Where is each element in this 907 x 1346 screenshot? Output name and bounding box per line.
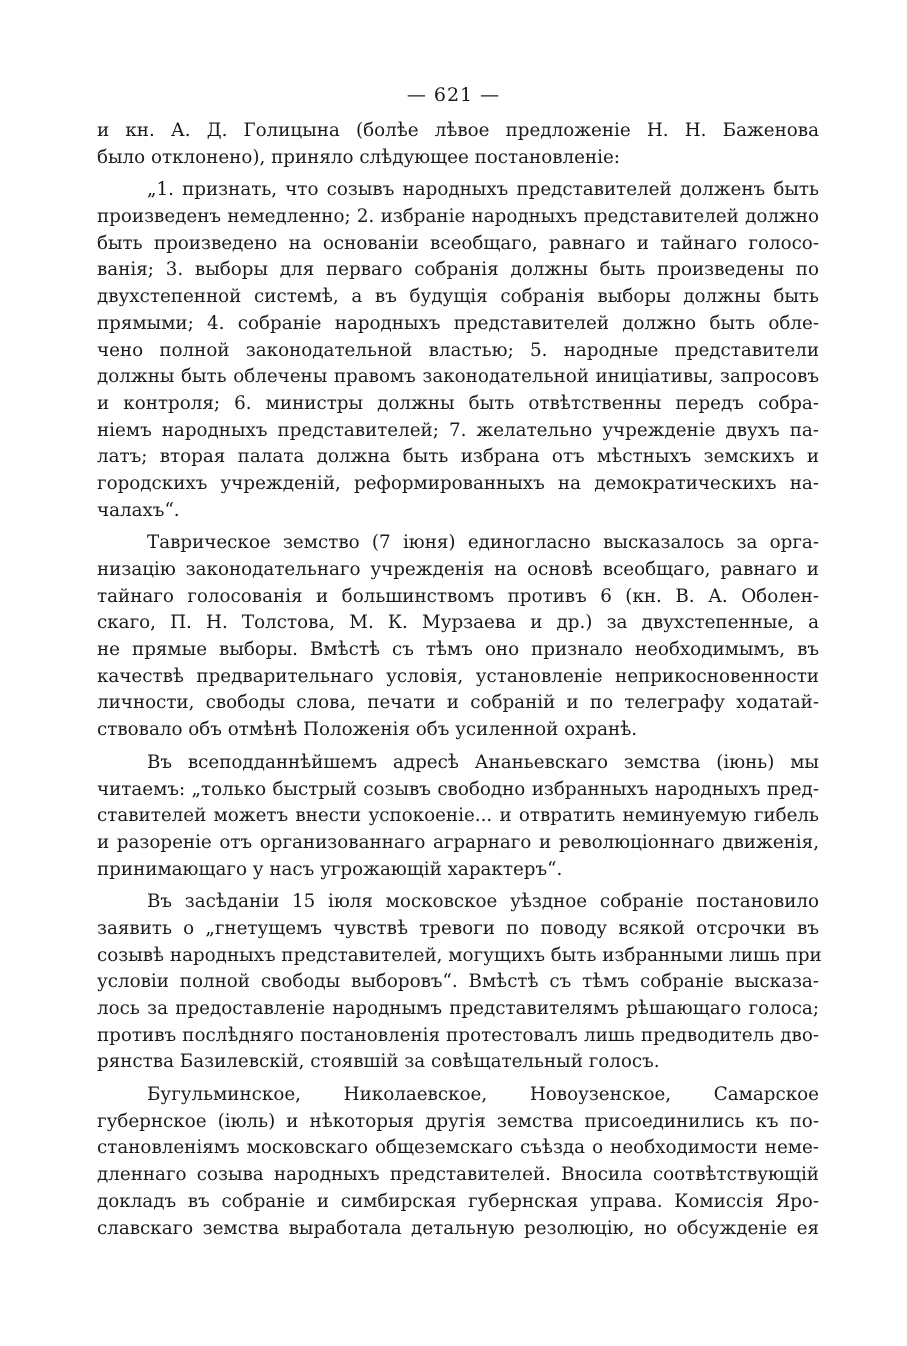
paragraph: [97, 889, 822, 1076]
text-line: Въ всеподданнѣйшемъ адресѣ Ананьевскаго земства (іюнь) мы: [147, 751, 819, 773]
text-line: ніемъ народныхъ представителей; 7. желательно учрежденіе двухъ па-: [97, 419, 819, 441]
text-line: губернское (іюль) и нѣкоторыя другія земства присоединились къ по-: [97, 1110, 819, 1132]
text-column: [97, 118, 822, 1242]
text-line: читаемъ: „только быстрый созывъ свободно избранныхъ народныхъ пред-: [97, 778, 819, 800]
text-line: ставителей можетъ внести успокоеніе... и отвратить неминуемую гибель: [97, 805, 819, 827]
text-line: должны быть облечены правомъ законодательной иниціативы, запросовъ: [97, 366, 819, 388]
text-line: личности, свободы слова, печати и собраній и по телеграфу ходатай-: [97, 692, 819, 714]
text-line: Въ засѣданіи 15 іюля московское уѣздное собраніе постановило: [147, 891, 819, 913]
paragraph: [97, 118, 819, 171]
text-line: чалахъ“.: [97, 499, 180, 521]
text-line: и разореніе отъ организованнаго аграрнаго и революціоннаго движенія,: [97, 831, 819, 853]
text-line: противъ послѣдняго постановленія протестовалъ лишь предводитель дво-: [97, 1024, 819, 1046]
text-line: ствовало объ отмѣнѣ Положенія объ усиленной охранѣ.: [97, 719, 638, 741]
text-line: „1. признать, что созывъ народныхъ представителей долженъ быть: [147, 179, 819, 201]
text-line: созывѣ народныхъ представителей, могущихъ быть избранными лишь при: [97, 944, 822, 966]
text-line: принимающаго у насъ угрожающій характеръ“.: [97, 858, 563, 880]
paragraph: [97, 530, 819, 744]
text-line: заявить о „гнетущемъ чувствѣ тревоги по поводу всякой отсрочки въ: [97, 917, 819, 939]
text-line: славскаго земства выработала детальную резолюцію, но обсужденіе ея: [97, 1217, 819, 1239]
text-line: условіи полной свободы выборовъ“. Вмѣстѣ съ тѣмъ собраніе высказа-: [97, 971, 819, 993]
text-line: тайнаго голосованія и большинствомъ противъ 6 (кн. В. А. Оболен-: [97, 585, 819, 607]
text-line: быть произведено на основаніи всеобщаго, равнаго и тайнаго голосо-: [97, 232, 819, 254]
text-line: чено полной законодательной властью; 5. народные представители: [97, 339, 819, 361]
text-line: не прямые выборы. Вмѣстѣ съ тѣмъ оно признало необходимымъ, въ: [97, 639, 819, 661]
text-line: Бугульминское, Николаевское, Новоузенское, Самарское: [147, 1084, 819, 1106]
paragraph: [97, 177, 819, 524]
text-line: низацію законодательнаго учрежденія на основѣ всеобщаго, равнаго и: [97, 559, 819, 580]
page-number: — 621 —: [406, 84, 501, 106]
text-line: лось за предоставленіе народнымъ представителямъ рѣшающаго голоса;: [97, 998, 819, 1019]
paragraph: [97, 1082, 819, 1242]
text-line: и кн. А. Д. Голицына (болѣе лѣвое предложеніе Н. Н. Баженова: [97, 120, 819, 141]
text-line: было отклонено), приняло слѣдующее постановленіе:: [97, 146, 620, 168]
text-line: качествѣ предварительнаго условія, установленіе неприкосновенности: [97, 665, 819, 687]
text-line: произведенъ немедленно; 2. избраніе народныхъ представителей должно: [97, 206, 819, 228]
text-line: прямыми; 4. собраніе народныхъ представителей должно быть обле-: [97, 312, 819, 334]
text-line: скаго, П. Н. Толстова, М. К. Мурзаева и др.) за двухстепенные, а: [97, 612, 819, 634]
text-line: Таврическое земство (7 іюня) единогласно высказалось за орга-: [147, 532, 819, 554]
text-line: латъ; вторая палата должна быть избрана отъ мѣстныхъ земскихъ и: [97, 446, 819, 468]
text-line: становленіямъ московскаго общеземскаго съѣзда о необходимости неме-: [97, 1137, 819, 1159]
paragraph: [97, 750, 819, 883]
text-line: двухстепенной системѣ, а въ будущія собранія выборы должны быть: [97, 286, 819, 308]
text-line: рянства Базилевскій, стоявшій за совѣщательный голосъ.: [97, 1051, 660, 1073]
text-line: дленнаго созыва народныхъ представителей. Вносила соотвѣтствующій: [97, 1164, 819, 1186]
text-line: докладъ въ собраніе и симбирская губернская управа. Комиссія Яро-: [97, 1190, 819, 1212]
text-line: городскихъ учрежденій, реформированныхъ на демократическихъ на-: [97, 472, 819, 494]
text-line: и контроля; 6. министры должны быть отвѣтственны передъ собра-: [97, 392, 819, 414]
text-line: ванія; 3. выборы для перваго собранія должны быть произведены по: [97, 259, 819, 281]
